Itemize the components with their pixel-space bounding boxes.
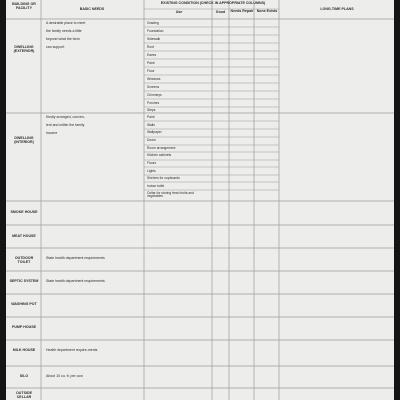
use-item: Wallpaper: [147, 130, 162, 134]
header-building: BUILDING OR FACILITY: [12, 2, 36, 10]
header-use: Use: [175, 10, 183, 14]
header-basic-needs: BASIC NEEDS: [79, 7, 105, 11]
use-item: Kitchen cabinets: [147, 153, 172, 157]
use-item: Grading: [147, 21, 159, 25]
building-label-septic-system: SEPTIC SYSTEM: [9, 279, 39, 283]
basic-needs-line: Kindly arranged, conven-: [46, 115, 85, 119]
basic-needs-line: income: [46, 131, 58, 135]
use-item: Floors: [147, 161, 157, 165]
building-label-washing-pot: WASHING POT: [11, 302, 37, 306]
building-label-meat-house: MEAT HOUSE: [12, 234, 36, 238]
building-label-milk-house: MILK HOUSE: [12, 348, 36, 352]
basic-needs-line: A desirable place to meet: [46, 21, 86, 25]
use-item: Paint: [147, 115, 155, 119]
use-item: Floor: [147, 69, 155, 73]
use-item: Indoor toilet: [147, 184, 165, 188]
building-label-outside-cellar: OUTSIDE CELLAR: [16, 391, 32, 399]
building-label-pump-house: PUMP HOUSE: [11, 325, 37, 329]
use-item: Chimneys: [147, 93, 162, 97]
building-label-smoke-house: SMOKE HOUSE: [10, 210, 38, 214]
basic-needs-line: beyond what the farm: [46, 37, 80, 41]
header-good: Good: [215, 10, 226, 14]
use-item: Porches: [147, 101, 160, 105]
building-label-dwelling-interior: DWELLING (INTERIOR): [14, 136, 34, 144]
basic-needs-text: State health department requirements: [46, 256, 105, 260]
header-none-exists: None Exists: [256, 9, 278, 13]
use-item: Lights: [147, 169, 156, 173]
basic-needs-text: Health department require-ments: [46, 348, 98, 352]
header-long-time-plans: LONG-TIME PLANS: [320, 7, 354, 11]
basic-needs-text: About 10 cu. ft. per cow: [46, 374, 83, 378]
header-needs-repair: Needs Repair: [230, 9, 254, 13]
basic-needs-text: State health department requirements: [46, 279, 105, 283]
use-item: Roof: [147, 45, 154, 49]
planning-form: [6, 0, 394, 400]
use-item: Shelves for cupboards: [147, 176, 180, 180]
use-item: Sidewalk: [147, 37, 161, 41]
use-item: Walls: [147, 123, 155, 127]
use-item: Doors: [147, 138, 156, 142]
use-item: Screens: [147, 85, 160, 89]
use-item: Foundation: [147, 29, 164, 33]
basic-needs-line: the family needs a little: [46, 29, 82, 33]
use-item: Steps: [147, 108, 156, 112]
building-label-outdoor-toilet: OUTDOOR TOILET: [14, 256, 34, 264]
use-item: Windows: [147, 77, 161, 81]
basic-needs-line: can support: [46, 45, 65, 49]
header-existing-condition: EXISTING CONDITION (CHECK IN APPROPRIATE COLUMNS): [160, 1, 266, 5]
building-label-dwelling-exterior: DWELLING (EXTERIOR): [13, 45, 35, 53]
form-grid-lines: [6, 0, 394, 400]
use-item: Paint: [147, 61, 155, 65]
building-label-silo: SILO: [19, 374, 29, 378]
use-item: Room arrangement: [147, 146, 176, 150]
use-item: Eaves: [147, 53, 157, 57]
use-item: Cellar for storing fresh fruits and vegetables: [147, 191, 194, 199]
basic-needs-line: ient and within the family: [46, 123, 85, 127]
